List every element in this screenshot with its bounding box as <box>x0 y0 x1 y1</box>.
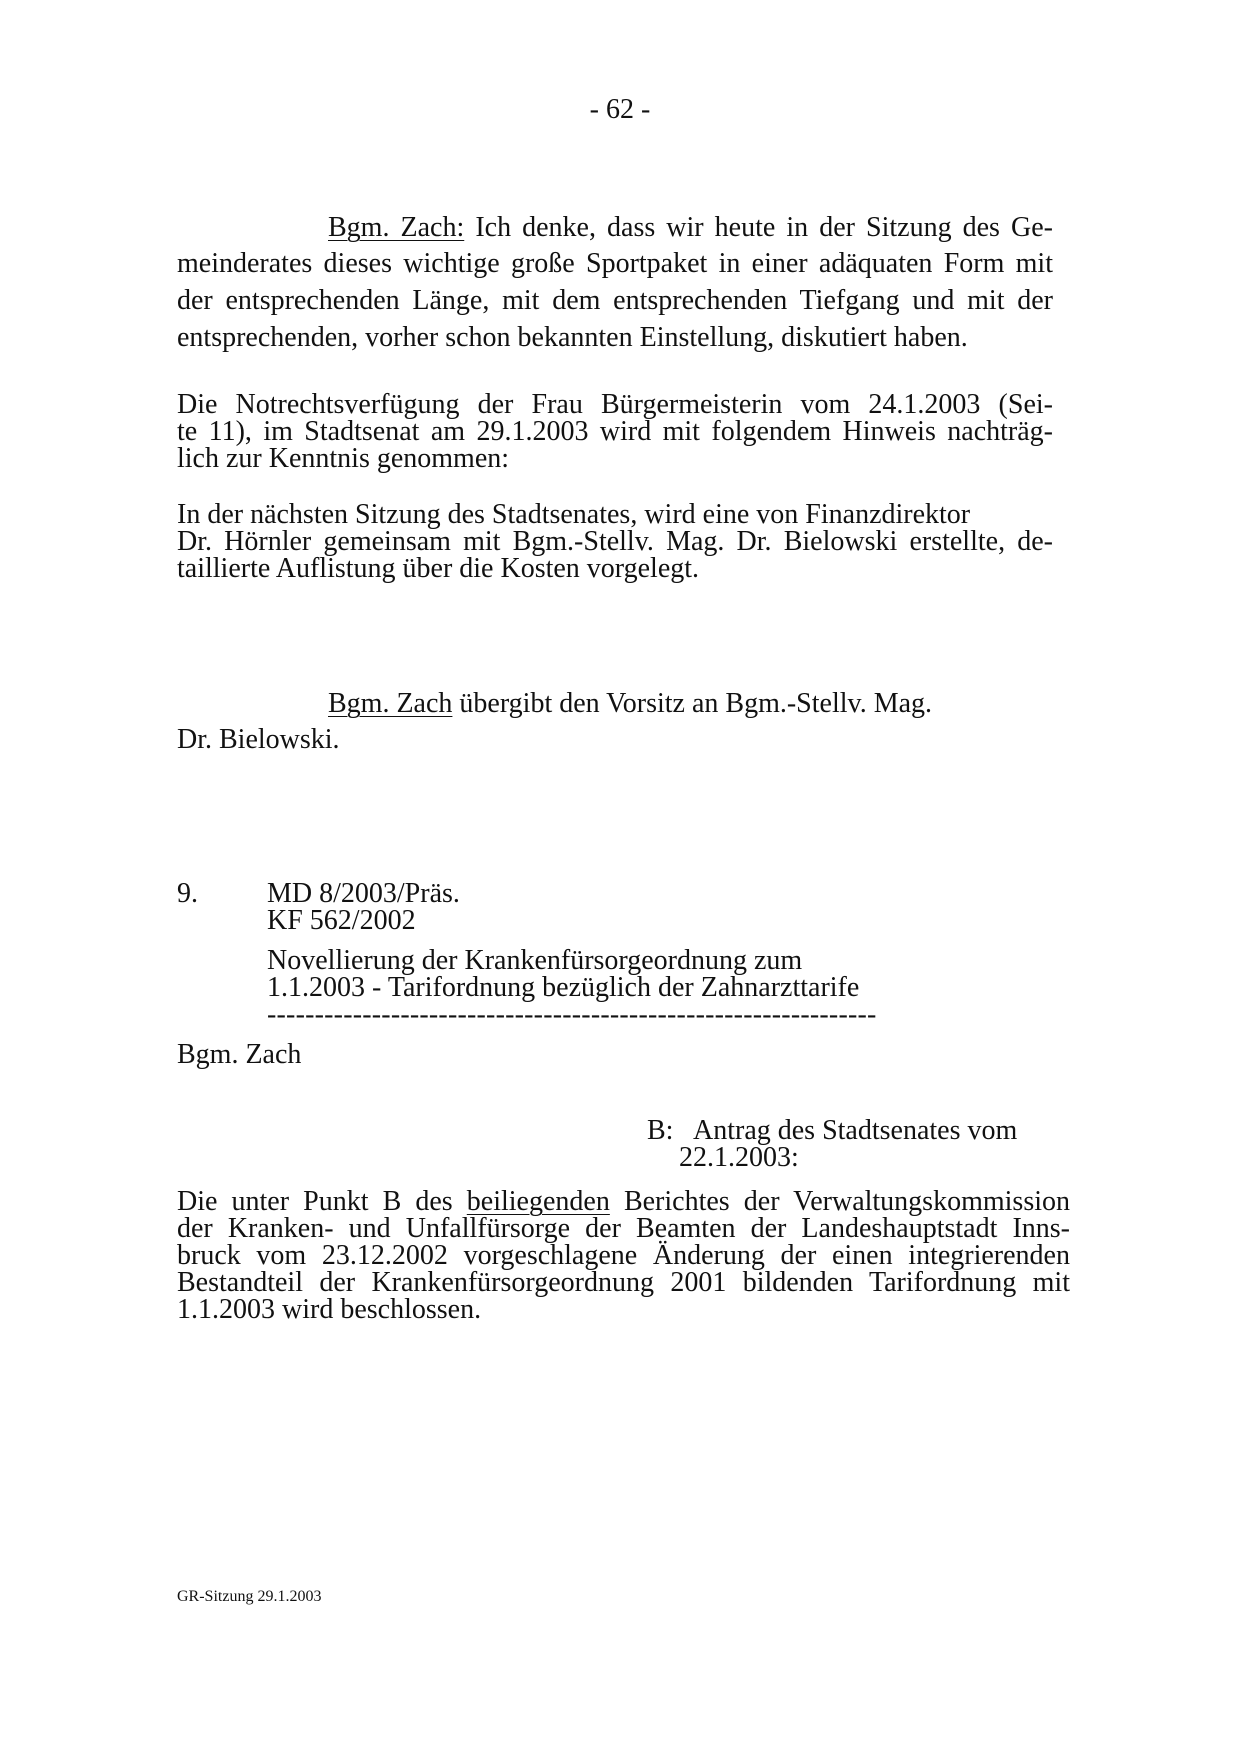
speech-line-3: der entsprechenden Länge, mit dem entsprechenden Tiefgang und mit der <box>177 285 1053 316</box>
speech-line-1-text: Ich denke, dass wir heute in der Sitzung des Ge- <box>475 212 1053 243</box>
motion-line-2: 22.1.2003: <box>679 1142 799 1173</box>
remark-line-1: In der nächsten Sitzung des Stadtsenates, wird eine von Finanzdirektor <box>177 499 971 530</box>
handover-line-1-text: übergibt den Vorsitz an Bgm.-Stellv. Mag. <box>452 688 933 719</box>
agenda-ref-1: MD 8/2003/Präs. <box>267 878 460 909</box>
agenda-rapporteur: Bgm. Zach <box>177 1039 302 1070</box>
speech-line-2: meinderates dieses wichtige große Sportpaket in einer adäquaten Form mit <box>177 248 1053 279</box>
motion-line-1: Antrag des Stadtsenates vom <box>693 1115 1018 1146</box>
resolution-line-1-suffix: Berichtes der Verwaltungskommission <box>609 1186 1070 1217</box>
handover-line-2: Dr. Bielowski. <box>177 724 340 755</box>
speaker-name: Bgm. Zach: <box>328 212 465 243</box>
resolution-line-1 <box>177 1188 1070 1215</box>
resolution-line-2: der Kranken- und Unfallfürsorge der Beamten der Landeshauptstadt Inns- <box>177 1213 1070 1244</box>
resolution-line-3: bruck vom 23.12.2002 vorgeschlagene Änderung der einen integrierenden <box>177 1240 1070 1271</box>
agenda-title-line-1: Novellierung der Krankenfürsorgeordnung zum <box>267 945 803 976</box>
notice-line-2: te 11), im Stadtsenat am 29.1.2003 wird mit folgendem Hinweis nachträg- <box>177 416 1053 447</box>
handover-line-1 <box>328 686 932 722</box>
agenda-separator: ---------------------------------------------------------------- <box>267 1001 877 1028</box>
agenda-title-line-2: 1.1.2003 - Tarifordnung bezüglich der Zahnarzttarife <box>267 972 860 1003</box>
agenda-number: 9. <box>177 878 198 909</box>
footer-session-date: GR-Sitzung 29.1.2003 <box>177 1588 322 1605</box>
motion-label: B: <box>647 1115 674 1146</box>
notice-line-3: lich zur Kenntnis genommen: <box>177 443 510 474</box>
remark-line-3: taillierte Auflistung über die Kosten vorgelegt. <box>177 553 700 584</box>
page-number: - 62 - <box>589 94 651 125</box>
speech-line-4: entsprechenden, vorher schon bekannten Einstellung, diskutiert haben. <box>177 322 968 353</box>
agenda-ref-2: KF 562/2002 <box>267 905 416 936</box>
handover-speaker: Bgm. Zach <box>328 688 453 719</box>
resolution-line-1-prefix: Die unter Punkt B des <box>177 1186 467 1217</box>
resolution-underlined-word: beiliegenden <box>466 1186 610 1217</box>
speech-line-1 <box>328 210 1053 246</box>
notice-line-1: Die Notrechtsverfügung der Frau Bürgermeisterin vom 24.1.2003 (Sei- <box>177 389 1053 420</box>
resolution-line-4: Bestandteil der Krankenfürsorgeordnung 2001 bildenden Tarifordnung mit <box>177 1267 1070 1298</box>
resolution-line-5: 1.1.2003 wird beschlossen. <box>177 1294 482 1325</box>
remark-line-2: Dr. Hörnler gemeinsam mit Bgm.-Stellv. Mag. Dr. Bielowski erstellte, de- <box>177 526 1053 557</box>
